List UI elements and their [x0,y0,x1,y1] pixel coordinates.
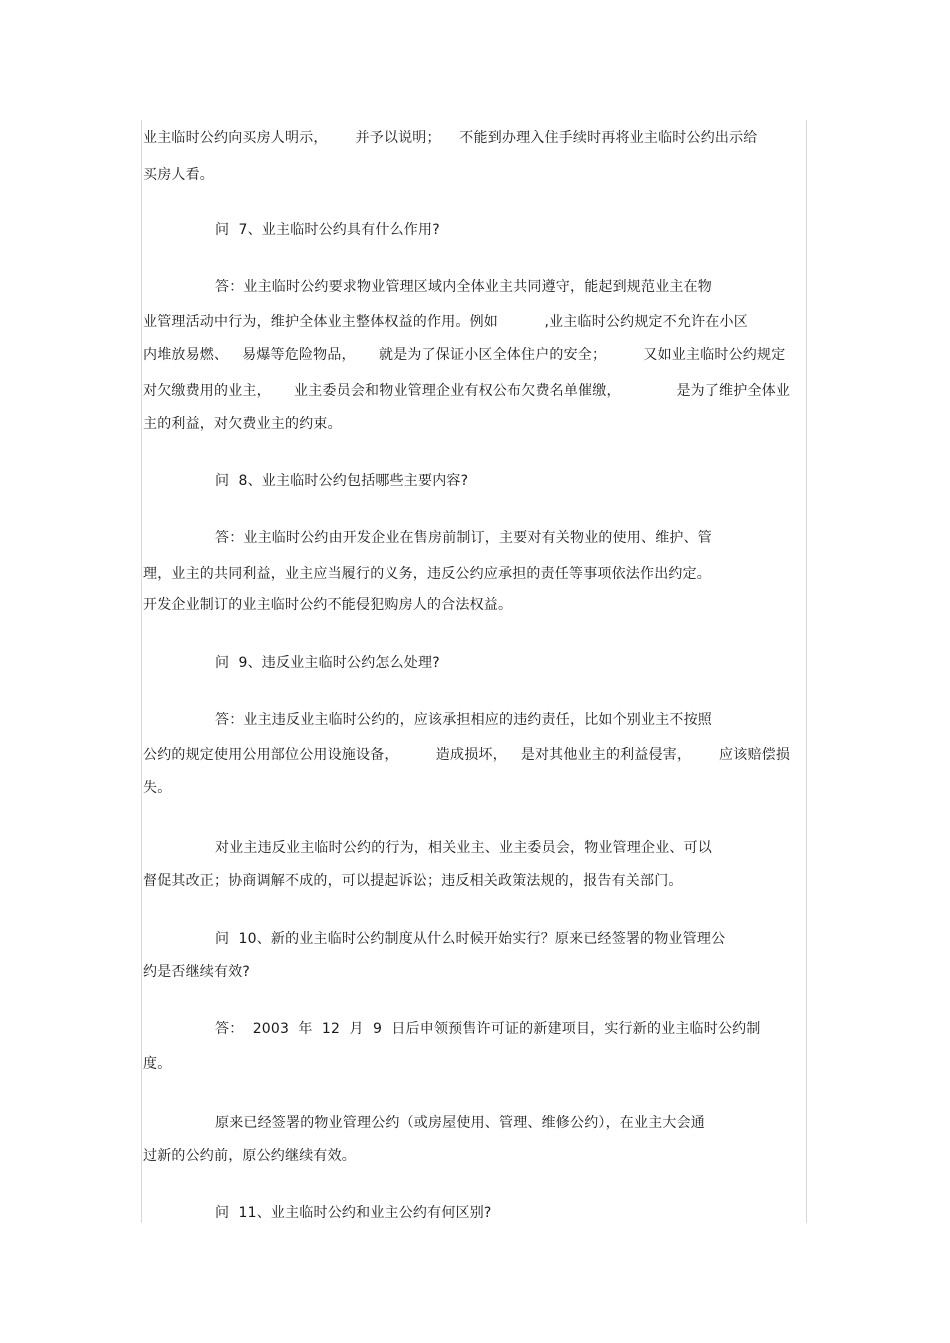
paragraph-line: 业主临时公约向买房人明示， 并予以说明； 不能到办理入住手续时再将业主临时公约出示给 [143,130,758,146]
question-heading: 问 9、违反业主临时公约怎么处理? [215,655,440,671]
paragraph-line: 约是否继续有效? [143,964,251,980]
paragraph-line: 失。 [143,780,172,796]
question-heading: 问 8、业主临时公约包括哪些主要内容? [215,473,469,489]
paragraph-line: 过新的公约前，原公约继续有效。 [143,1148,356,1164]
page-border-right [806,120,807,1223]
paragraph-line: 对欠缴费用的业主， 业主委员会和物业管理企业有权公布欠费名单催缴， 是为了维护全体业 [143,383,791,399]
paragraph-line: 公约的规定使用公用部位公用设施设备， 造成损坏， 是对其他业主的利益侵害， 应该赔偿损 [143,747,791,763]
paragraph-line: 度。 [143,1056,172,1072]
paragraph-line: 主的利益，对欠费业主的约束。 [143,416,342,432]
question-heading: 问 7、业主临时公约具有什么作用? [215,222,440,238]
paragraph-line: 答： 2003 年 12 月 9 日后申领预售许可证的新建项目，实行新的业主临时公约制 [215,1021,761,1037]
paragraph-line: 答：业主违反业主临时公约的，应该承担相应的违约责任，比如个别业主不按照 [215,712,712,728]
question-heading: 问 10、新的业主临时公约制度从什么时候开始实行？原来已经签署的物业管理公 [215,931,726,947]
paragraph-line: 原来已经签署的物业管理公约（或房屋使用、管理、维修公约），在业主大会通 [215,1115,705,1131]
paragraph-line: 理，业主的共同利益，业主应当履行的义务，违反公约应承担的责任等事项依法作出约定。 [143,566,711,582]
paragraph-line: 答：业主临时公约要求物业管理区域内全体业主共同遵守，能起到规范业主在物 [215,279,712,295]
paragraph-line: 买房人看。 [143,167,214,183]
paragraph-line: 内堆放易燃、 易爆等危险物品， 就是为了保证小区全体住户的安全； 又如业主临时公约规定 [143,347,786,363]
paragraph-line: 答：业主临时公约由开发企业在售房前制订，主要对有关物业的使用、维护、管 [215,530,712,546]
paragraph-line: 开发企业制订的业主临时公约不能侵犯购房人的合法权益。 [143,597,513,613]
question-heading: 问 11、业主临时公约和业主公约有何区别? [215,1205,492,1221]
page-border-left [141,120,142,1223]
paragraph-line: 对业主违反业主临时公约的行为，相关业主、业主委员会，物业管理企业、可以 [215,840,712,856]
paragraph-line: 业管理活动中行为，维护全体业主整体权益的作用。例如 ,业主临时公约规定不允许在小区 [143,314,748,330]
paragraph-line: 督促其改正；协商调解不成的，可以提起诉讼；违反相关政策法规的，报告有关部门。 [143,873,683,889]
